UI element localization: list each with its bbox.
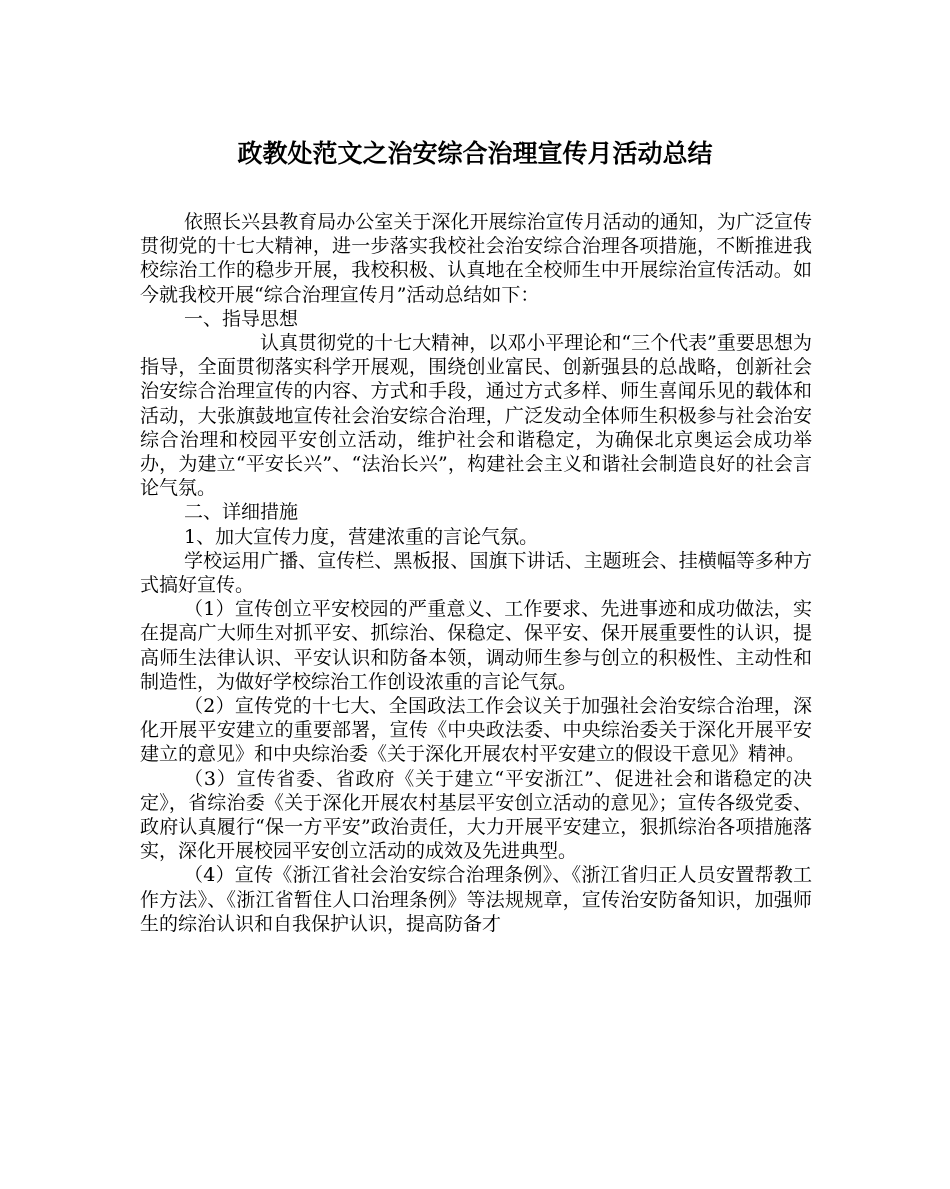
document-body	[140, 210, 812, 936]
paragraph-item-4: （4）宣传《浙江省社会治安综合治理条例》、《浙江省归正人员安置帮教工作方法》、《浙江省暂住人口治理条例》等法规规章，宣传治安防备知识，加强师生的综治认识和自我保护认识，提高防备才	[140, 864, 812, 935]
paragraph-intro: 依照长兴县教育局办公室关于深化开展综治宣传月活动的通知，为广泛宣传贯彻党的十七大精神，进一步落实我校社会治安综合治理各项措施，不断推进我校综治工作的稳步开展，我校积极、认真地在全校师生中开展综治宣传活动。如今就我校开展“综合治理宣传月”活动总结如下：	[140, 211, 812, 306]
document-title: 政教处范文之治安综合治理宣传月活动总结	[237, 139, 713, 168]
subheading-measure-1: 1、加大宣传力度，营建浓重的言论气氛。	[184, 525, 539, 548]
paragraph-item-3: （3）宣传省委、省政府《关于建立“平安浙江”、促进社会和谐稳定的决定》，省综治委《关于深化开展农村基层平安创立活动的意见》；宣传各级党委、政府认真履行“保一方平安”政治责任，大力开展平安建立，狠抓综治各项措施落实，深化开展校园平安创立活动的成效及先进典型。	[140, 767, 812, 863]
section-heading-guiding-thought: 一、指导思想	[184, 307, 299, 330]
paragraph-item-2: （2）宣传党的十七大、全国政法工作会议关于加强社会治安综合治理，深化开展平安建立的重要部署，宣传《中央政法委、中央综治委关于深化开展平安建立的意见》和中央综治委《关于深化开展农村平安建立的假设干意见》精神。	[140, 695, 812, 766]
paragraph-item-1: （1）宣传创立平安校园的严重意义、工作要求、先进事迹和成功做法，实在提高广大师生对抓平安、抓综治、保稳定、保平安、保开展重要性的认识，提高师生法律认识、平安认识和防备本领，调动师生参与创立的积极性、主动性和制造性，为做好学校综治工作创设浓重的言论气氛。	[140, 598, 812, 693]
paragraph-guiding-thought: 认真贯彻党的十七大精神，以邓小平理论和“三个代表”重要思想为指导，全面贯彻落实科学开展观，围绕创业富民、创新强县的总战略，创新社会治安综合治理宣传的内容、方式和手段，通过方式多样、师生喜闻乐见的载体和活动，大张旗鼓地宣传社会治安综合治理，广泛发动全体师生积极参与社会治安综合治理和校园平安创立活动，维护社会和谐稳定，为确保北京奥运会成功举办，为建立“平安长兴”、“法治长兴”，构建社会主义和谐社会制造良好的社会言论气氛。	[140, 332, 812, 500]
section-heading-measures: 二、详细措施	[184, 501, 299, 524]
paragraph-publicity-methods: 学校运用广播、宣传栏、黑板报、国旗下讲话、主题班会、挂横幅等多种方式搞好宣传。	[140, 549, 812, 597]
